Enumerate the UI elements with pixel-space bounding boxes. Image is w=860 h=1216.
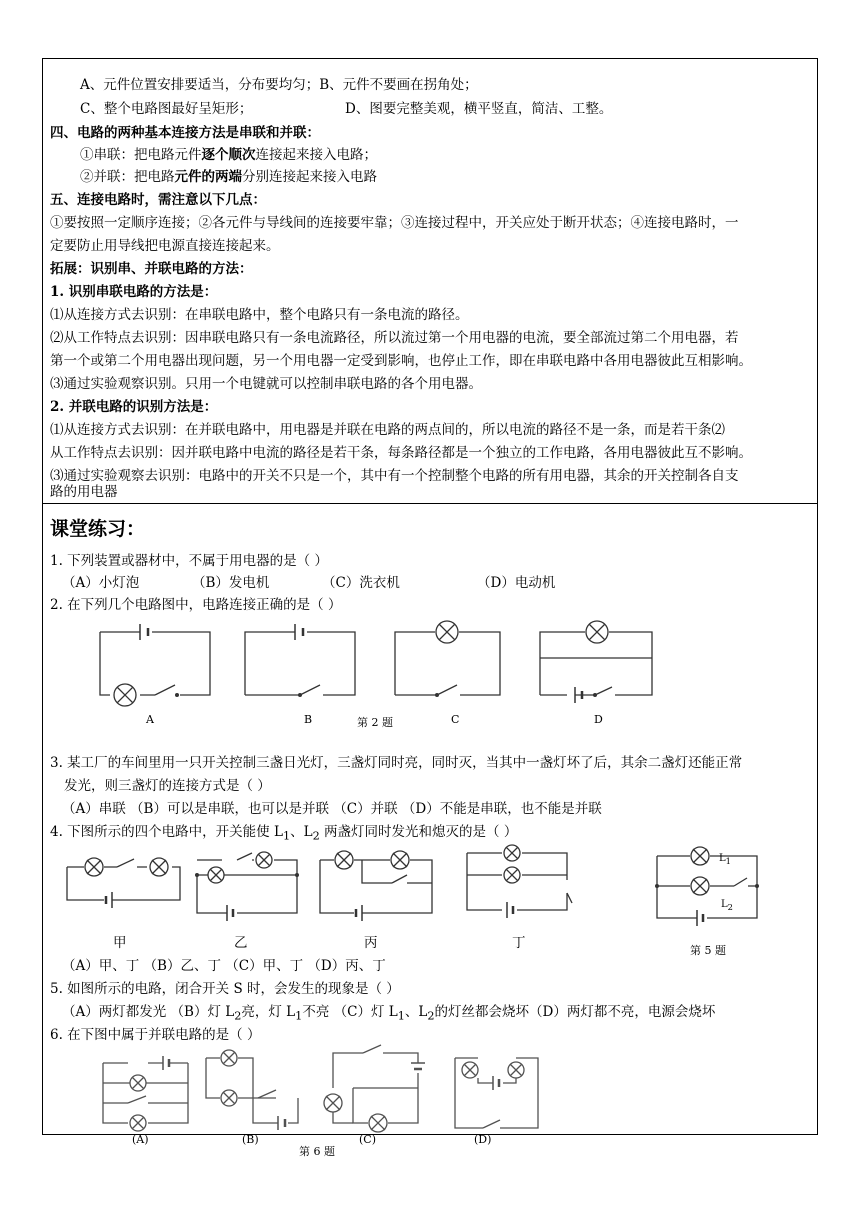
- q6-caption: 第 6 题: [299, 1145, 335, 1158]
- rules-line-1: A、元件位置安排要适当，分布要均匀；B、元件不要画在拐角处；: [80, 77, 478, 93]
- q2-caption: 第 2 题: [357, 716, 393, 729]
- q4-circuit-ding: [467, 845, 572, 918]
- extension-title: 拓展：识别串、并联电路的方法：: [50, 261, 253, 277]
- q3-line-1: 3. 某工厂的车间里用一只开关控制三盏日光灯，三盏灯同时亮，同时灭，当其中一盏灯坏了后，其余二盏灯还能正常: [50, 755, 743, 771]
- q2-circuit-b: [245, 624, 355, 697]
- q4-circuit-figures: [62, 845, 582, 920]
- q1-option-c: （C）洗衣机: [322, 575, 400, 591]
- q2-circuit-c: [395, 621, 500, 697]
- q6-label-a: (A): [132, 1133, 149, 1146]
- q2-label-c: C: [451, 713, 460, 726]
- parallel-definition: ②并联：把电路元件的两端分别连接起来接入电路: [80, 169, 377, 185]
- q2-circuit-a: [100, 624, 210, 706]
- q5-lamp-l2-label: $L_2$: [721, 899, 733, 912]
- q3-options: （A）串联 （B）可以是串联，也可以是并联 （C）并联 （D）不能是串联，也不能是并联: [62, 801, 602, 817]
- rules-line-2b: D、图要完整美观，横平竖直，简洁、工整。: [345, 101, 613, 117]
- q6-circuit-d: [455, 1058, 538, 1128]
- q2-text: 2. 在下列几个电路图中，电路连接正确的是（ ）: [50, 597, 342, 613]
- practice-heading: 课堂练习：: [50, 518, 146, 540]
- q4-label-jia: 甲: [113, 935, 127, 951]
- q4-circuit-bing: [320, 851, 432, 921]
- q6-circuit-b: [206, 1050, 298, 1130]
- q3-line-2: 发光，则三盏灯的连接方式是（ ）: [64, 778, 271, 794]
- series-id-p2b: 第一个或第二个用电器出现问题，另一个用电器一定受到影响，也停止工作，即在串联电路中各用电器彼此互相影响。: [50, 353, 752, 369]
- q4-label-ding: 丁: [512, 935, 526, 951]
- q4-label-yi: 乙: [234, 935, 248, 951]
- q2-circuit-figures: [95, 622, 695, 712]
- series-id-p3: ⑶通过实验观察识别。只用一个电键就可以控制串联电路的各个用电器。: [50, 376, 482, 392]
- parallel-id-p2a: ⑶通过实验观察去识别：电路中的开关不只是一个，其中有一个控制整个电路的所有用电器，其余的开关控制各自支: [50, 468, 739, 484]
- q5-text: 5. 如图所示的电路，闭合开关 S 时，会发生的现象是（ ）: [50, 981, 400, 997]
- q1-text: 1. 下列装置或器材中，不属于用电器的是（ ）: [50, 553, 328, 569]
- section5-line-1: ①要按照一定顺序连接；②各元件与导线间的连接要牢靠；③连接过程中，开关应处于断开状态；④连接电路时，一: [50, 215, 739, 231]
- q4-circuit-jia: [67, 858, 180, 908]
- q6-label-c: (C): [359, 1133, 376, 1146]
- q4-text: 4. 下图所示的四个电路中，开关能使 $L_1$、$L_2$ 两盏灯同时发光和熄灭的是（ ）: [50, 824, 518, 843]
- section5-title: 五、连接电路时，需注意以下几点：: [50, 192, 266, 208]
- q6-label-d: (D): [474, 1133, 492, 1146]
- parallel-id-p1a: ⑴从连接方式去识别：在并联电路中，用电器是并联在电路的两点间的，所以电流的路径不是一条，而是若干条⑵: [50, 422, 725, 438]
- section-divider: [42, 503, 818, 504]
- series-definition: ①串联：把电路元件逐个顺次连接起来接入电路；: [80, 147, 377, 163]
- q5-lamp-l1-label: $L_1$: [719, 853, 731, 866]
- q1-option-d: （D）电动机: [477, 575, 556, 591]
- q2-label-b: B: [304, 713, 313, 726]
- q4-label-bing: 丙: [364, 935, 378, 951]
- q1-option-a: （A）小灯泡: [62, 575, 140, 591]
- q6-circuit-c: [324, 1045, 425, 1132]
- section5-line-2: 定要防止用导线把电源直接连接起来。: [50, 238, 280, 254]
- series-id-title: 1. 识别串联电路的方法是：: [50, 284, 218, 300]
- q4-options: （A）甲、丁 （B）乙、丁 （C）甲、丁 （D）丙、丁: [62, 958, 386, 974]
- section4-title: 四、电路的两种基本连接方法是串联和并联：: [50, 125, 320, 141]
- q2-circuit-d: [540, 621, 652, 703]
- q6-circuit-figures: [98, 1048, 548, 1133]
- rules-line-2a: C、整个电路图最好呈矩形；: [80, 101, 253, 117]
- q5-options: （A）两灯都发光 （B）灯 $L_2$亮，灯 $L_1$不亮 （C）灯 $L_1$、$L_2$的灯丝都会烧坏（D）两灯都不亮，电源会烧坏: [62, 1004, 716, 1023]
- q1-option-b: （B）发电机: [192, 575, 270, 591]
- q6-circuit-a: [103, 1056, 188, 1131]
- q4-circuit-yi: [195, 852, 299, 921]
- series-id-p2a: ⑵从工作特点去识别：因串联电路只有一条电流路径，所以流过第一个用电器的电流，要全部流过第二个用电器，若: [50, 330, 739, 346]
- parallel-id-p1b: 从工作特点去识别：因并联电路中电流的路径是若干条，每条路径都是一个独立的工作电路，各用电器彼此互不影响。: [50, 445, 752, 461]
- q2-label-d: D: [594, 713, 603, 726]
- parallel-id-p2b: 路的用电器: [50, 484, 118, 500]
- parallel-id-title: 2. 并联电路的识别方法是：: [50, 399, 218, 415]
- q6-text: 6. 在下图中属于并联电路的是（ ）: [50, 1027, 261, 1043]
- q6-label-b: (B): [242, 1133, 259, 1146]
- series-id-p1: ⑴从连接方式去识别：在串联电路中，整个电路只有一条电流的路径。: [50, 307, 469, 323]
- q2-label-a: A: [146, 713, 154, 726]
- q5-circuit-figure: [652, 848, 762, 928]
- q5-caption: 第 5 题: [690, 944, 726, 957]
